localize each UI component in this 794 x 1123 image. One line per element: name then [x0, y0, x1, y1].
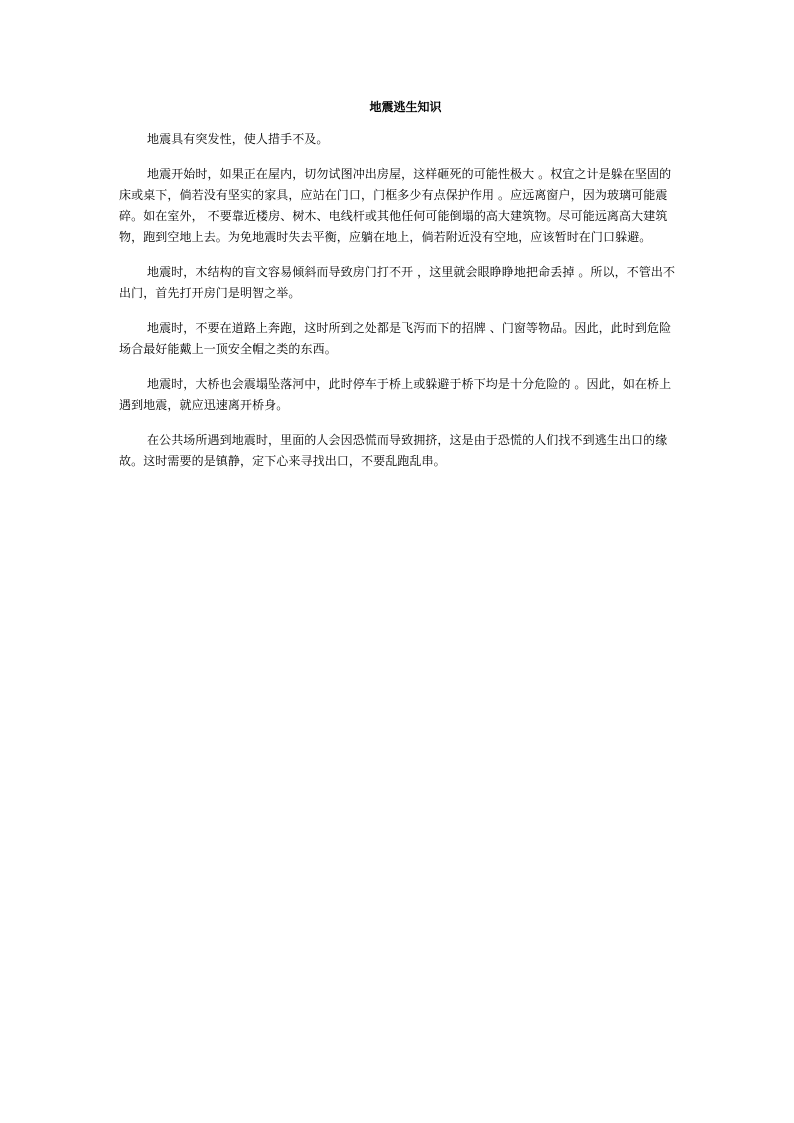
document-page: [119, 97, 682, 486]
paragraph: 在公共场所遇到地震时，里面的人会因恐慌而导致拥挤，这是由于恐慌的人们找不到逃生出口的缘故。这时需要的是镇静，定下心来寻找出口，不要乱跑乱串。: [119, 433, 668, 468]
paragraph: 地震具有突发性，使人措手不及。: [147, 132, 329, 146]
paragraph: 地震时，木结构的盲文容易倾斜而导致房门打不开 ，这里就会眼睁睁地把命丢掉 。所以，不管出不出门，首先打开房门是明智之举。: [119, 265, 676, 300]
paragraph: 地震时，不要在道路上奔跑，这时所到之处都是飞泻而下的招牌 、门窗等物品。因此，此时到危险场合最好能戴上一顶安全帽之类的东西。: [119, 321, 672, 356]
paragraph: 地震时，大桥也会震塌坠落河中，此时停车于桥上或躲避于桥下均是十分危险的 。因此，如在桥上遇到地震，就应迅速离开桥身。: [119, 377, 672, 412]
paragraph: 地震开始时，如果正在屋内，切勿试图冲出房屋，这样砸死的可能性极大 。权宜之计是躲在坚固的床或桌下，倘若没有坚实的家具，应站在门口，门框多少有点保护作用 。应远离窗户，因为玻璃可能震碎。如在室外， 不要靠近楼房、树木、电线杆或其他任何可能倒塌的高大建筑物。尽可能远离高大建筑物，跑到空地上去。为免地震时失去平衡，应躺在地上，倘若附近没有空地，应该暂时在门口躲避。: [119, 167, 672, 244]
document-title: 地震逃生知识: [369, 100, 442, 114]
